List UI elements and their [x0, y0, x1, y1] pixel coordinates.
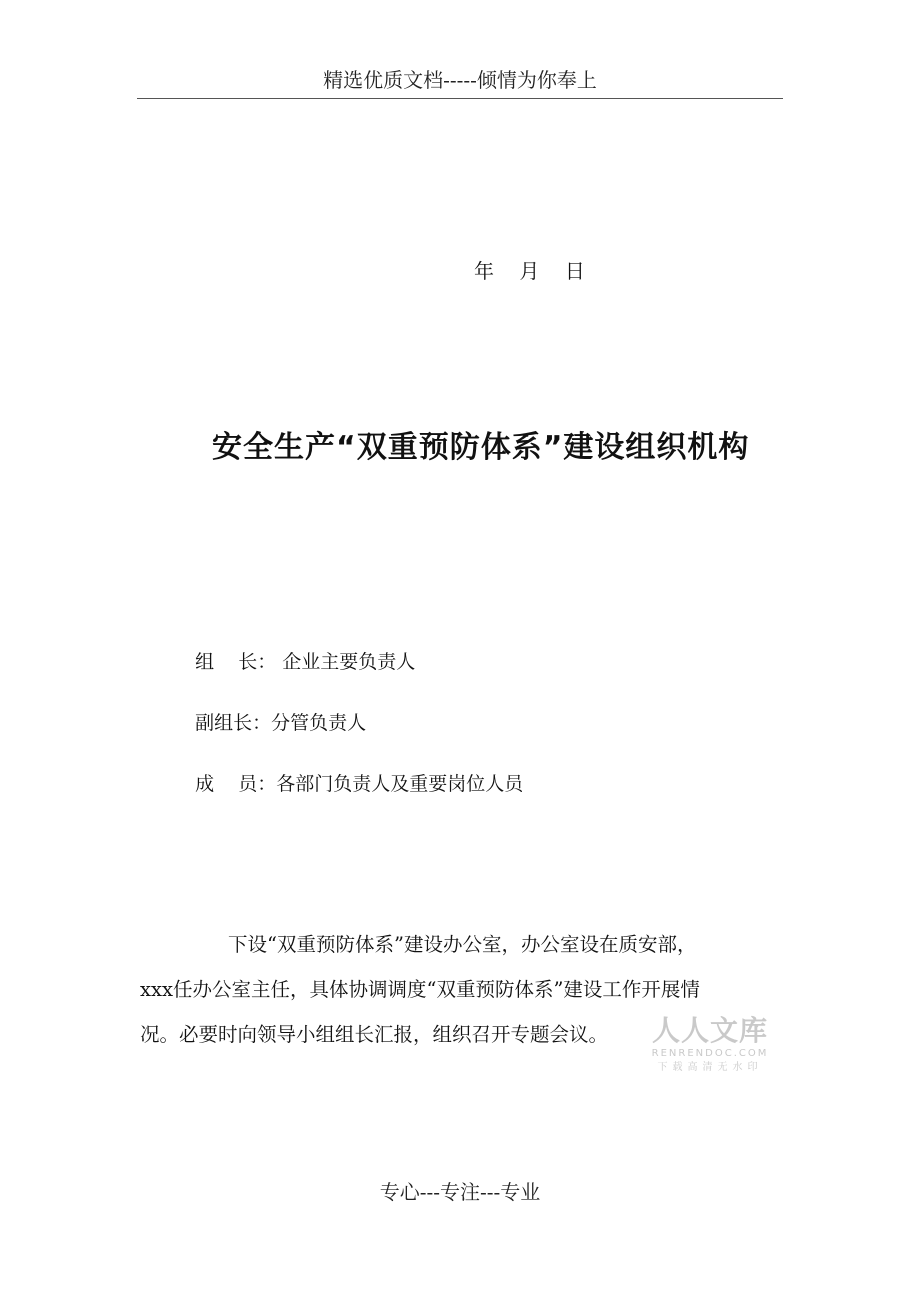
date-line: 年 月 日 [474, 259, 585, 283]
role-value: 各部门负责人及重要岗位人员 [276, 773, 524, 795]
paragraph-line: 况。必要时向领导小组组长汇报，组织召开专题会议。 [140, 1023, 609, 1046]
page-header: 精选优质文档-----倾情为你奉上 [323, 68, 597, 92]
role-label: 成 员： [195, 773, 277, 795]
header-divider [137, 98, 783, 99]
role-label: 副组长： [195, 712, 272, 734]
role-members [183, 747, 523, 796]
role-leader [183, 625, 415, 674]
page-footer: 专心---专注---专业 [379, 1180, 541, 1204]
role-deputy-leader [183, 686, 366, 735]
paragraph-line: 下设“双重预防体系”建设办公室，办公室设在质安部， [228, 933, 697, 956]
watermark-logo [646, 1015, 774, 1075]
role-value: 企业主要负责人 [276, 651, 416, 673]
role-label: 组 长： [195, 651, 277, 673]
watermark-main: 人人文库 [651, 1014, 768, 1047]
document-title: 安全生产“双重预防体系”建设组织机构 [212, 430, 750, 465]
role-value: 分管负责人 [271, 712, 367, 734]
paragraph-line: xxx任办公室主任，具体协调调度“双重预防体系”建设工作开展情 [140, 978, 700, 1001]
watermark-url: RENRENDOC.COM [651, 1048, 769, 1059]
watermark-sub: 下载高清无水印 [657, 1062, 763, 1073]
